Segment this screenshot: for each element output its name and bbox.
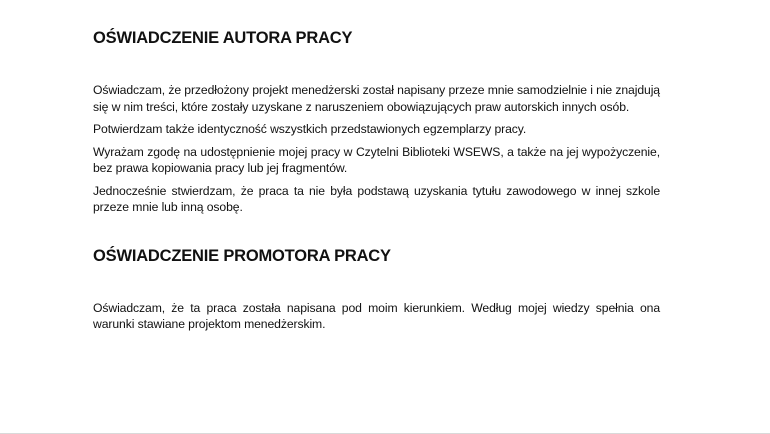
author-paragraph-no-prior-degree: Jednocześnie stwierdzam, że praca ta nie była podstawą uzyskania tytułu zawodowego w innej szkole przeze mnie lub inną osobę. (93, 183, 660, 214)
promoter-statement-section (93, 246, 660, 333)
author-paragraph-copies: Potwierdzam także identyczność wszystkich przedstawionych egzemplarzy pracy. (93, 122, 527, 136)
promoter-statement-heading: OŚWIADCZENIE PROMOTORA PRACY (93, 246, 391, 265)
promoter-paragraph-supervision: Oświadczam, że ta praca została napisana pod moim kierunkiem. Według mojej wiedzy spełnia ona warunki stawiane projektom menedżerskim. (93, 300, 660, 331)
author-paragraph-library-consent: Wyrażam zgodę na udostępnienie mojej pracy w Czytelni Biblioteki WSEWS, a także na jej wypożyczenie, bez prawa kopiowania pracy lub jej fragmentów. (93, 144, 660, 175)
author-statement-heading: OŚWIADCZENIE AUTORA PRACY (93, 29, 353, 47)
author-statement-section (93, 28, 660, 216)
author-paragraph-originality: Oświadczam, że przedłożony projekt menedżerski został napisany przeze mnie samodzielnie i nie znajdują się w nim treści, które zostały uzyskane z naruszeniem obowiązujących praw autorskich innych osób. (93, 83, 660, 114)
document-content (93, 28, 660, 339)
author-statement-body (93, 82, 660, 216)
promoter-statement-body (93, 300, 660, 333)
